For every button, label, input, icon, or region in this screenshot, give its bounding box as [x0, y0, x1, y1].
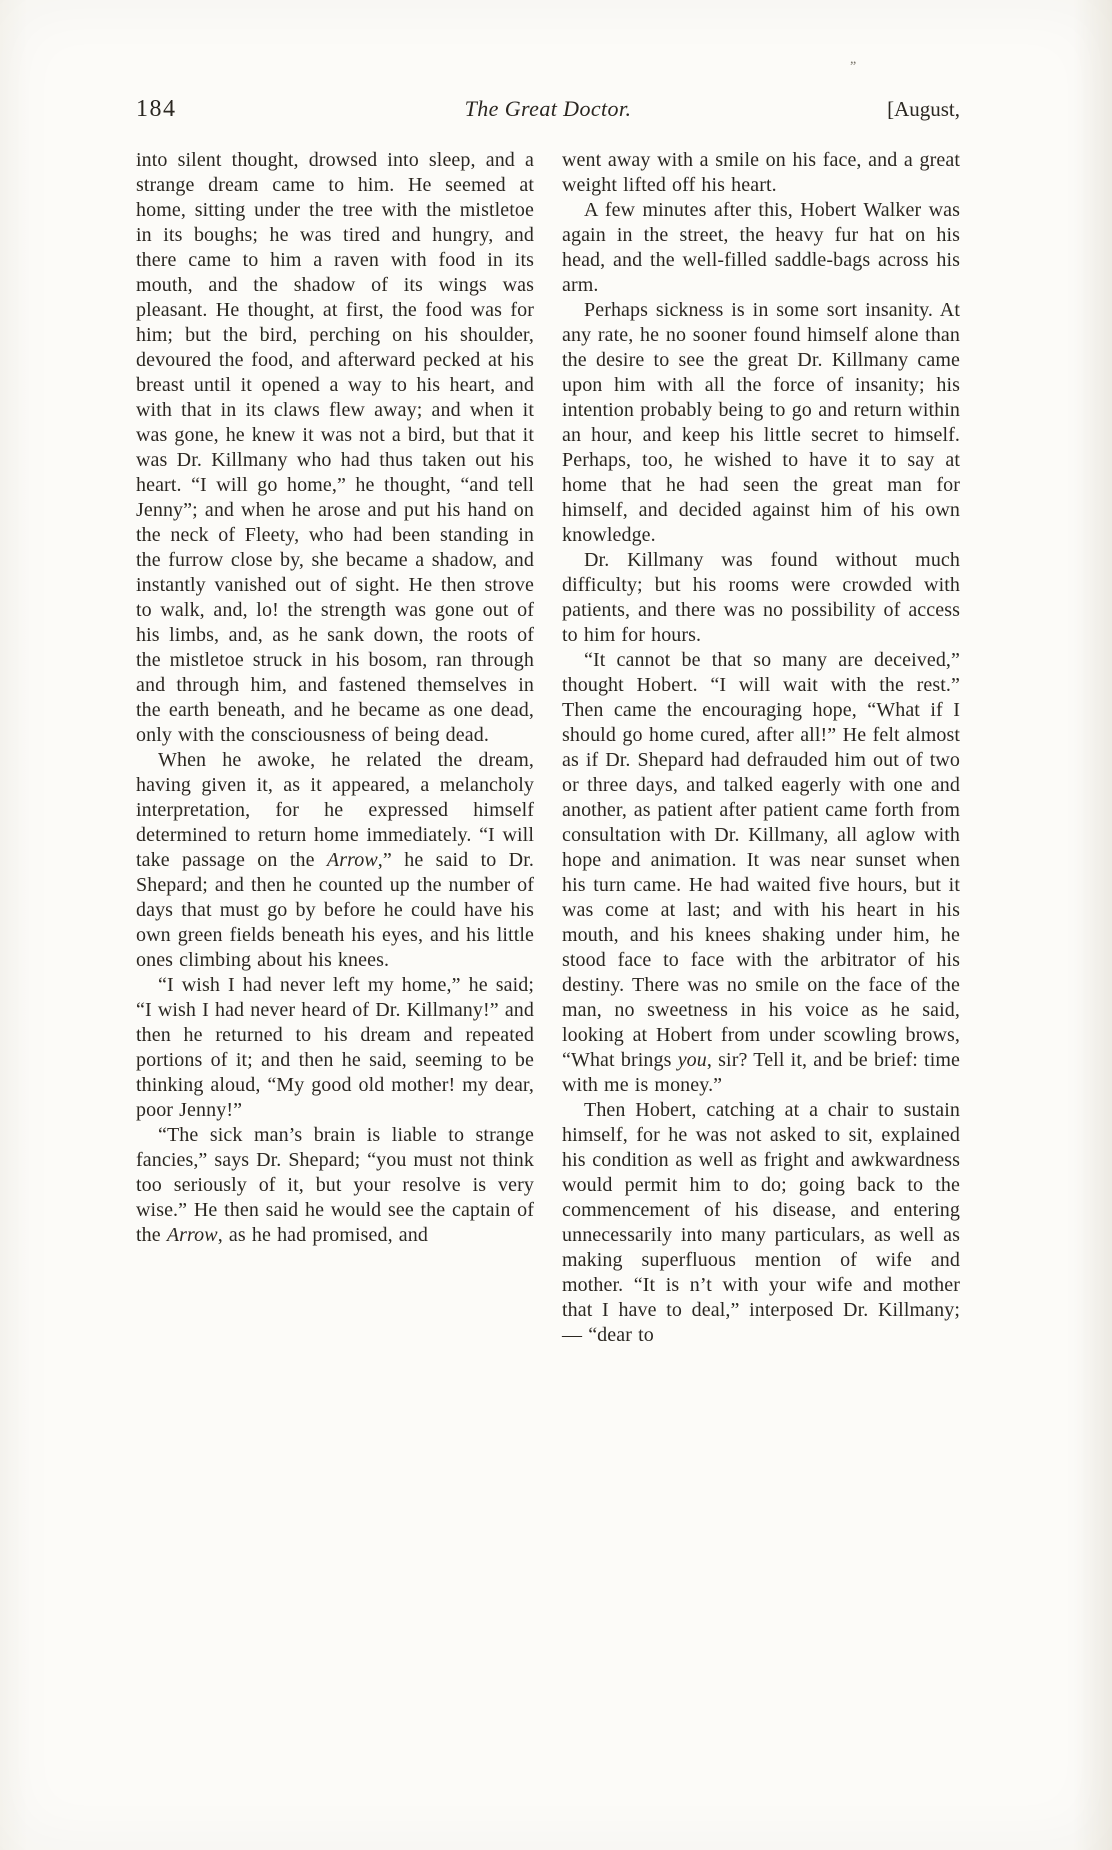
page-number: 184: [136, 96, 177, 122]
paragraph: [562, 648, 960, 1098]
paragraph: went away with a smile on his face, and a great weight lifted off his heart.: [562, 149, 960, 196]
paragraph-segment: “It cannot be that so many are deceived,” thought Hobert. “I will wait with the rest.” Then came the encouraging hope, “What if I should go home cured, after all!” He felt almost as if Dr. Shepard had defrauded him out of two or three days, and talked eagerly with one and another, as patient after patient came forth from consultation with Dr. Killmany, all aglow with hope and animation. It was near sunset when his turn came. He had waited five hours, but it was come at last; and with his heart in his mouth, and his knees shaking under him, he stood face to face with the arbitrator of his destiny. There was no smile on the face of the man, no sweetness in his voice as he said, looking at Hobert from under scowling brows, “What brings: [562, 649, 960, 1071]
issue-date: [August,: [887, 97, 960, 121]
paragraph-segment: When he awoke, he related the dream, having given it, as it appeared, a melancholy interpretation, for he expressed himself determined to return home immediately. “I will take passage on the: [136, 749, 534, 871]
emphasized-word: you: [677, 1049, 707, 1071]
paragraph: Dr. Killmany was found without much difficulty; but his rooms were crowded with patients, and there was no possibility of access to him for hours.: [562, 549, 960, 646]
scan-artifact: „: [850, 52, 857, 67]
ship-name-italic: Arrow: [166, 1224, 218, 1246]
paragraph: [136, 748, 534, 973]
paragraph-segment: ,” he said to Dr. Shepard; and then he counted up the number of days that must go by before he could have his own green fields beneath his eyes, and his little ones climbing about his knees.: [136, 849, 534, 971]
paragraph: A few minutes after this, Hobert Walker was again in the street, the heavy fur hat on his head, and the well-filled saddle-bags across his arm.: [562, 199, 960, 296]
paragraph-segment: , sir? Tell it, and be brief: time with me is money.”: [562, 1049, 960, 1096]
paragraph-segment: , as he had promised, and: [217, 1224, 428, 1246]
paragraph: Then Hobert, catching at a chair to sustain himself, for he was not asked to sit, explained his condition as well as fright and awkwardness would permit him to do; going back to the commencement of his disease, and entering unnecessarily into many particulars, as well as making superfluous mention of wife and mother. “It is n’t with your wife and mother that I have to deal,” interposed Dr. Killmany; — “dear to: [562, 1099, 960, 1346]
ship-name-italic: Arrow: [326, 849, 378, 871]
column-right: [562, 148, 960, 1348]
column-left: [136, 148, 534, 1348]
page-header: [136, 96, 960, 123]
paragraph-segment: “The sick man’s brain is liable to strange fancies,” says Dr. Shepard; “you must not think too seriously of it, but your resolve is very wise.” He then said he would see the captain of the: [136, 1124, 534, 1246]
text-columns: [136, 148, 960, 1348]
paragraph: [136, 1123, 534, 1248]
page-title: The Great Doctor.: [464, 96, 632, 121]
paragraph: Perhaps sickness is in some sort insanity. At any rate, he no sooner found himself alone than the desire to see the great Dr. Killmany came upon him with all the force of insanity; his intention probably being to go and return within an hour, and keep his little secret to himself. Perhaps, too, he wished to have it to say at home that he had seen the great man for himself, and decided against him of his own knowledge.: [562, 299, 960, 546]
paragraph: “I wish I had never left my home,” he said; “I wish I had never heard of Dr. Killmany!” and then he returned to his dream and repeated portions of it; and then he said, seeming to be thinking aloud, “My good old mother! my dear, poor Jenny!”: [136, 974, 535, 1121]
paragraph: into silent thought, drowsed into sleep, and a strange dream came to him. He seemed at home, sitting under the tree with the mistletoe in its boughs; he was tired and hungry, and there came to him a raven with food in its mouth, and the shadow of its wings was pleasant. He thought, at first, the food was for him; but the bird, perching on his shoulder, devoured the food, and afterward pecked at his breast until it opened a way to his heart, and with that in its claws flew away; and when it was gone, he knew it was not a bird, but that it was Dr. Killmany who had thus taken out his heart. “I will go home,” he thought, “and tell Jenny”; and when he arose and put his hand on the neck of Fleety, who had been standing in the furrow close by, she became a shadow, and instantly vanished out of sight. He then strove to walk, and, lo! the strength was gone out of his limbs, and, as he sank down, the roots of the mistletoe struck in his bosom, ran through and through him, and fastened themselves in the earth beneath, and he became as one dead, only with the consciousness of being dead.: [136, 149, 534, 746]
